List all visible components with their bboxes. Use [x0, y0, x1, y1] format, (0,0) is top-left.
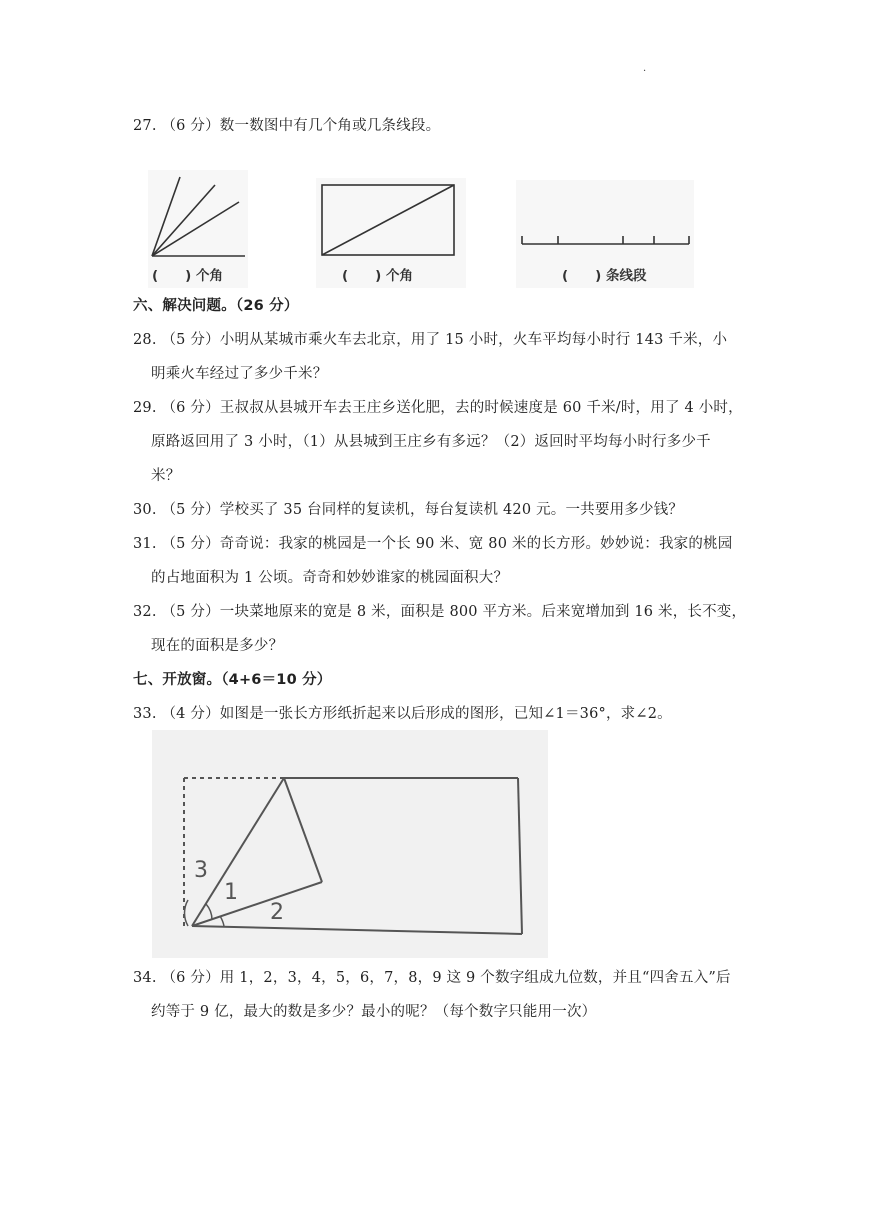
- segment-figure: [516, 180, 694, 288]
- question-29-line-1: 29. （6 分）王叔叔从县城开车去王庄乡送化肥，去的时候速度是 60 千米/时，用了 4 小时，: [133, 400, 743, 416]
- folded-paper-drawing: [152, 730, 548, 958]
- angle-figure-caption: ( ) 个角: [152, 268, 224, 284]
- question-31-line-2: 的占地面积为 1 公顷。奇奇和妙妙谁家的桃园面积大？: [151, 570, 509, 586]
- page-mark: ·: [643, 66, 647, 77]
- question-30-line-1: 30. （5 分）学校买了 35 台同样的复读机，每台复读机 420 元。一共要用多少钱？: [133, 502, 684, 518]
- question-31-line-1: 31. （5 分）奇奇说：我家的桃园是一个长 90 米、宽 80 米的长方形。妙妙说：我家的桃园: [133, 536, 733, 552]
- angle-3-label: 3: [194, 858, 208, 883]
- question-29-line-2: 原路返回用了 3 小时，（1）从县城到王庄乡有多远？（2）返回时平均每小时行多少千: [151, 434, 711, 450]
- question-28-line-1: 28. （5 分）小明从某城市乘火车去北京，用了 15 小时，火车平均每小时行 143 千米，小: [133, 332, 728, 348]
- rectangle-figure-caption: ( ) 个角: [342, 268, 414, 284]
- angle-figure: [148, 170, 248, 288]
- question-32-line-2: 现在的面积是多少？: [151, 638, 284, 654]
- section-6-heading: 六、解决问题。（26 分）: [133, 298, 299, 314]
- question-33-line-1: 33. （4 分）如图是一张长方形纸折起来以后形成的图形，已知∠1＝36°，求∠2。: [133, 706, 672, 722]
- question-27-text: 27. （6 分）数一数图中有几个角或几条线段。: [133, 118, 441, 134]
- question-32-line-1: 32. （5 分）一块菜地原来的宽是 8 米，面积是 800 平方米。后来宽增加到 16 米，长不变，: [133, 604, 747, 620]
- question-28-line-2: 明乘火车经过了多少千米？: [151, 366, 328, 382]
- question-34-line-2: 约等于 9 亿，最大的数是多少？最小的呢？（每个数字只能用一次）: [151, 1004, 597, 1020]
- question-34-line-1: 34. （6 分）用 1，2，3，4，5，6，7，8，9 这 9 个数字组成九位数，并且“四舍五入”后: [133, 970, 731, 986]
- angle-1-label: 1: [224, 880, 238, 905]
- folded-paper-figure: [152, 730, 548, 958]
- segment-figure-caption: ( ) 条线段: [562, 268, 647, 284]
- section-7-heading: 七、开放窗。（4+6＝10 分）: [133, 672, 332, 688]
- question-29-line-3: 米？: [151, 468, 181, 484]
- rectangle-figure: [316, 178, 466, 288]
- angle-2-label: 2: [270, 900, 284, 925]
